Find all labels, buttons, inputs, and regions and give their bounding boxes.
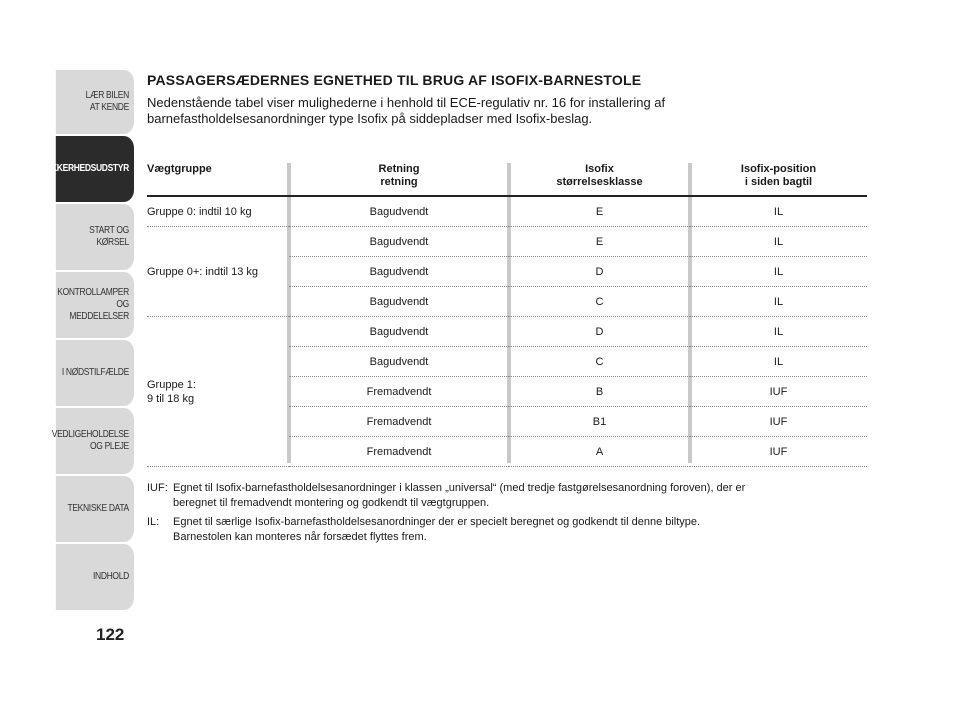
intro-text xyxy=(147,95,867,127)
table-row xyxy=(147,227,867,257)
direction-cell: Bagudvendt xyxy=(289,317,509,347)
intro-line: Nedenstående tabel viser mulighederne i henhold til ECE-regulativ nr. 16 for installering af xyxy=(147,95,666,110)
page-title: PASSAGERSÆDERNES EGNETHED TIL BRUG AF ISOFIX-BARNESTOLE xyxy=(147,72,642,88)
tab-label: KONTROLLAMPER OG MEDDELELSER xyxy=(57,287,129,322)
note-text: Barnestolen kan monteres når forsædet flyttes frem. xyxy=(173,531,427,543)
group-cell: Gruppe 0: indtil 10 kg xyxy=(147,196,289,227)
tab-label: I NØDSTILFÆLDE xyxy=(61,367,129,378)
header-size-class: Isofix størrelsesklasse xyxy=(556,163,643,188)
tab-indhold[interactable] xyxy=(56,544,134,610)
tab-kontrollamper[interactable] xyxy=(56,272,134,338)
table-row xyxy=(147,196,867,227)
page-number: 122 xyxy=(96,625,125,644)
note-text: beregnet til fremadvendt montering og godkendt til vægtgruppen. xyxy=(173,497,490,509)
position-cell: IUF xyxy=(690,407,867,437)
note-iuf xyxy=(147,481,867,511)
main-content xyxy=(147,72,867,127)
note-text: Egnet til særlige Isofix-barnefastholdelsesanordninger der er specielt beregnet og godkendt til denne biltype. xyxy=(173,516,701,528)
note-text: Egnet til Isofix-barnefastholdelsesanordninger i klassen „universal“ (med tredje fastgørelsesanordning foroven), der er xyxy=(173,482,746,494)
size-cell: A xyxy=(509,437,690,467)
size-cell: C xyxy=(509,287,690,317)
tab-label: VEDLIGEHOLDELSE OG PLEJE xyxy=(51,429,129,452)
table-header-row xyxy=(147,163,867,196)
chapter-tabs xyxy=(42,70,134,612)
isofix-table xyxy=(147,163,867,467)
footnotes xyxy=(147,481,867,549)
header-position: Isofix-position i siden bagtil xyxy=(740,163,817,188)
direction-cell: Fremadvendt xyxy=(289,407,509,437)
position-cell: IL xyxy=(690,287,867,317)
tab-label: SIKKERHEDSUDSTYR xyxy=(43,163,129,174)
direction-cell: Fremadvendt xyxy=(289,437,509,467)
direction-cell: Fremadvendt xyxy=(289,377,509,407)
position-cell: IUF xyxy=(690,377,867,407)
tab-i-nodstilfaelde[interactable] xyxy=(56,340,134,406)
position-cell: IL xyxy=(690,257,867,287)
intro-line: barnefastholdelsesanordninger type Isofix på siddepladser med Isofix-beslag. xyxy=(147,111,593,126)
tab-label: LÆR BILEN AT KENDE xyxy=(85,90,129,113)
header-weight-group: Vægtgruppe xyxy=(147,163,212,175)
tab-label: TEKNISKE DATA xyxy=(67,503,129,514)
size-cell: D xyxy=(509,257,690,287)
tab-label: INDHOLD xyxy=(93,571,129,582)
direction-cell: Bagudvendt xyxy=(289,257,509,287)
direction-cell: Bagudvendt xyxy=(289,227,509,257)
position-cell: IL xyxy=(690,227,867,257)
tab-start-og-korsel[interactable] xyxy=(56,204,134,270)
tab-label: START OG KØRSEL xyxy=(89,225,129,248)
size-cell: C xyxy=(509,347,690,377)
position-cell: IL xyxy=(690,196,867,227)
table-row xyxy=(147,317,867,347)
position-cell: IUF xyxy=(690,437,867,467)
group-cell: Gruppe 0+: indtil 13 kg xyxy=(147,227,289,317)
note-il xyxy=(147,515,867,545)
group-cell: Gruppe 1: 9 til 18 kg xyxy=(147,317,289,467)
tab-tekniske-data[interactable] xyxy=(56,476,134,542)
size-cell: D xyxy=(509,317,690,347)
size-cell: E xyxy=(509,196,690,227)
tab-laer-bilen[interactable] xyxy=(56,70,134,134)
tab-vedligeholdelse[interactable] xyxy=(51,408,134,474)
direction-cell: Bagudvendt xyxy=(289,196,509,227)
direction-cell: Bagudvendt xyxy=(289,347,509,377)
size-cell: E xyxy=(509,227,690,257)
size-cell: B xyxy=(509,377,690,407)
direction-cell: Bagudvendt xyxy=(289,287,509,317)
header-direction: Retning retning xyxy=(378,163,420,188)
note-key: IUF: xyxy=(147,482,168,494)
tab-sikkerhedsudstyr[interactable] xyxy=(43,136,134,202)
position-cell: IL xyxy=(690,317,867,347)
note-key: IL: xyxy=(147,516,160,528)
size-cell: B1 xyxy=(509,407,690,437)
position-cell: IL xyxy=(690,347,867,377)
